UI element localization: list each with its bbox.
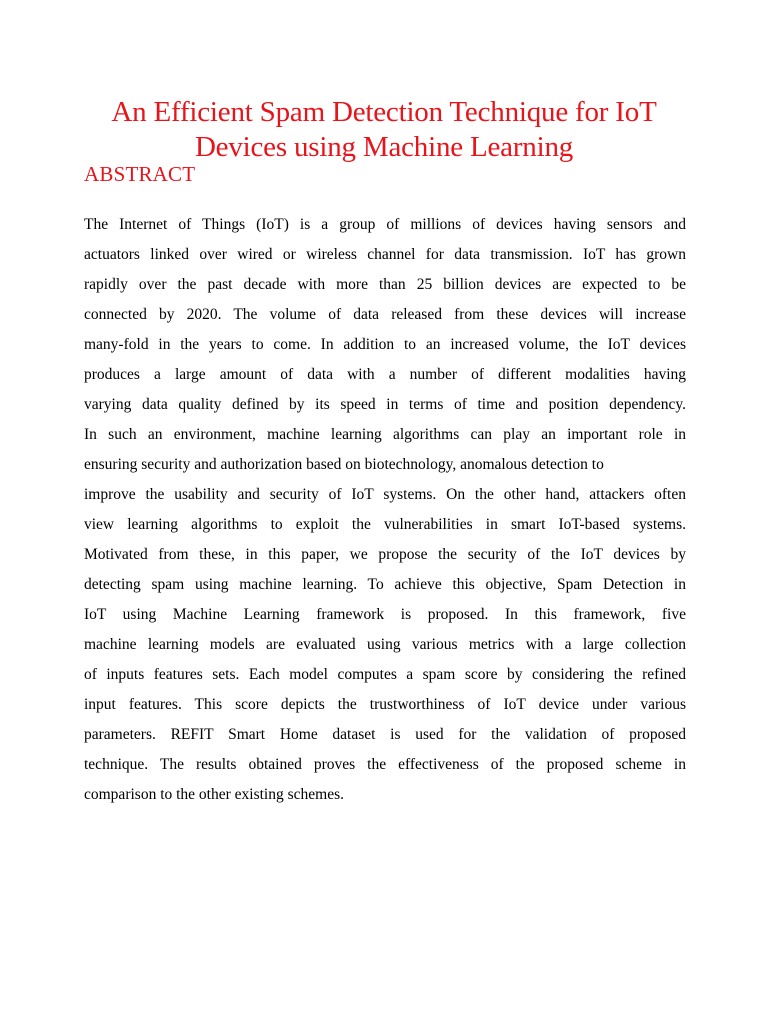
abstract-line-10: improve the usability and security of IoT systems. On the other hand, attackers often — [84, 486, 686, 503]
abstract-line-16: of inputs features sets. Each model computes a spam score by considering the refined — [84, 666, 686, 683]
abstract-heading: ABSTRACT — [84, 162, 196, 186]
abstract-line-17: input features. This score depicts the trustworthiness of IoT device under various — [84, 696, 686, 713]
document-title-line-1: An Efficient Spam Detection Technique for IoT — [111, 96, 657, 128]
abstract-line-14: IoT using Machine Learning framework is proposed. In this framework, five — [84, 606, 686, 623]
abstract-line-2: actuators linked over wired or wireless channel for data transmission. IoT has grown — [84, 246, 686, 263]
abstract-line-18: parameters. REFIT Smart Home dataset is used for the validation of proposed — [84, 726, 686, 743]
abstract-line-7: varying data quality defined by its speed in terms of time and position dependency. — [84, 396, 686, 413]
abstract-line-11: view learning algorithms to exploit the vulnerabilities in smart IoT-based systems. — [84, 516, 686, 533]
abstract-line-12: Motivated from these, in this paper, we propose the security of the IoT devices by — [84, 546, 686, 563]
abstract-line-3: rapidly over the past decade with more than 25 billion devices are expected to be — [84, 276, 686, 293]
abstract-line-9: ensuring security and authorization based on biotechnology, anomalous detection to — [84, 456, 604, 473]
document-title — [60, 95, 708, 165]
abstract-line-1: The Internet of Things (IoT) is a group of millions of devices having sensors and — [84, 216, 686, 233]
abstract-line-13: detecting spam using machine learning. To achieve this objective, Spam Detection in — [84, 576, 686, 593]
abstract-body — [84, 210, 686, 810]
document-title-line-2: Devices using Machine Learning — [194, 131, 574, 163]
abstract-line-20: comparison to the other existing schemes. — [84, 786, 344, 803]
abstract-line-8: In such an environment, machine learning algorithms can play an important role in — [84, 426, 686, 443]
abstract-line-5: many-fold in the years to come. In addition to an increased volume, the IoT devices — [84, 336, 686, 353]
abstract-line-19: technique. The results obtained proves the effectiveness of the proposed scheme in — [84, 756, 686, 773]
abstract-line-4: connected by 2020. The volume of data released from these devices will increase — [84, 306, 686, 323]
abstract-line-6: produces a large amount of data with a number of different modalities having — [84, 366, 686, 383]
abstract-line-15: machine learning models are evaluated using various metrics with a large collection — [84, 636, 686, 653]
